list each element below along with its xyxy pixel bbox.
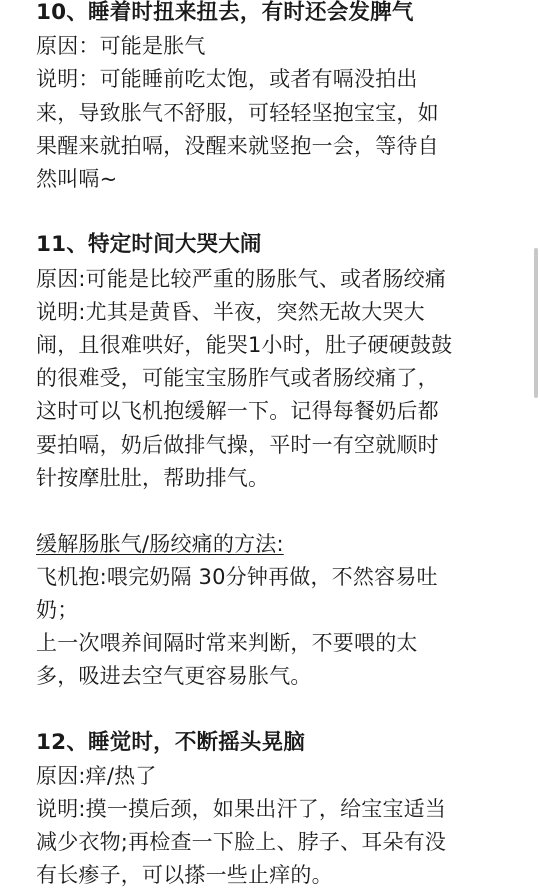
section-10-line: 然叫嗝~ [36,167,118,191]
section-10-line: 说明：可能睡前吃太饱，或者有嗝没拍出 [36,67,418,91]
section-11-line: 闹，且很难哄好，能哭1小时，肚子硬硬鼓鼓 [36,333,453,357]
section-heading-10: 10、睡着时扭来扭去，有时还会发脾气 [36,0,414,25]
section-11-line: 原因:可能是比较严重的肠胀气、或者肠绞痛 [36,267,447,291]
method-line: 上一次喂养间隔时常来判断，不要喂的太 [36,631,418,655]
section-heading-12: 12、睡觉时，不断摇头晃脑 [36,730,306,755]
section-11-line: 要拍嗝，奶后做排气操，平时一有空就顺时 [36,433,439,457]
section-11-line: 的很难受，可能宝宝肠胙气或者肠绞痛了， [36,366,439,390]
section-12-line: 说明:摸一摸后颈，如果出汗了，给宝宝适当 [36,797,447,821]
method-line: 奶； [36,598,79,622]
section-heading-11: 11、特定时间大哭大闹 [36,232,262,257]
section-10-line: 原因：可能是胀气 [36,34,206,58]
method-line: 多，吸进去空气更容易胀气。 [36,664,312,688]
section-10-line: 果醒来就拍嗝，没醒来就竖抱一会，等待自 [36,134,439,158]
section-10-line: 来，导致胀气不舒服，可轻轻坚抱宝宝，如 [36,101,439,125]
method-line: 飞机抱:喂完奶隔 30分钟再做，不然容易吐 [36,565,438,589]
section-12-line: 减少衣物;再检查一下脸上、脖子、耳朵有没 [36,830,447,854]
section-12-line: 有长瘆子，可以搽一些止痒的。 [36,863,333,887]
scrollbar-thumb[interactable] [534,248,538,398]
method-subheading: 缓解肠胀气/肠绞痛的方法: [36,532,284,556]
section-11-line: 这时可以飞机抱缓解一下。记得每餐奶后都 [36,399,439,423]
section-11-line: 说明:尤其是黄昏、半夜，突然无故大哭大 [36,300,425,324]
section-11-line: 针按摩肚肚，帮助排气。 [36,466,270,490]
section-12-line: 原因:痒/热了 [36,764,157,788]
